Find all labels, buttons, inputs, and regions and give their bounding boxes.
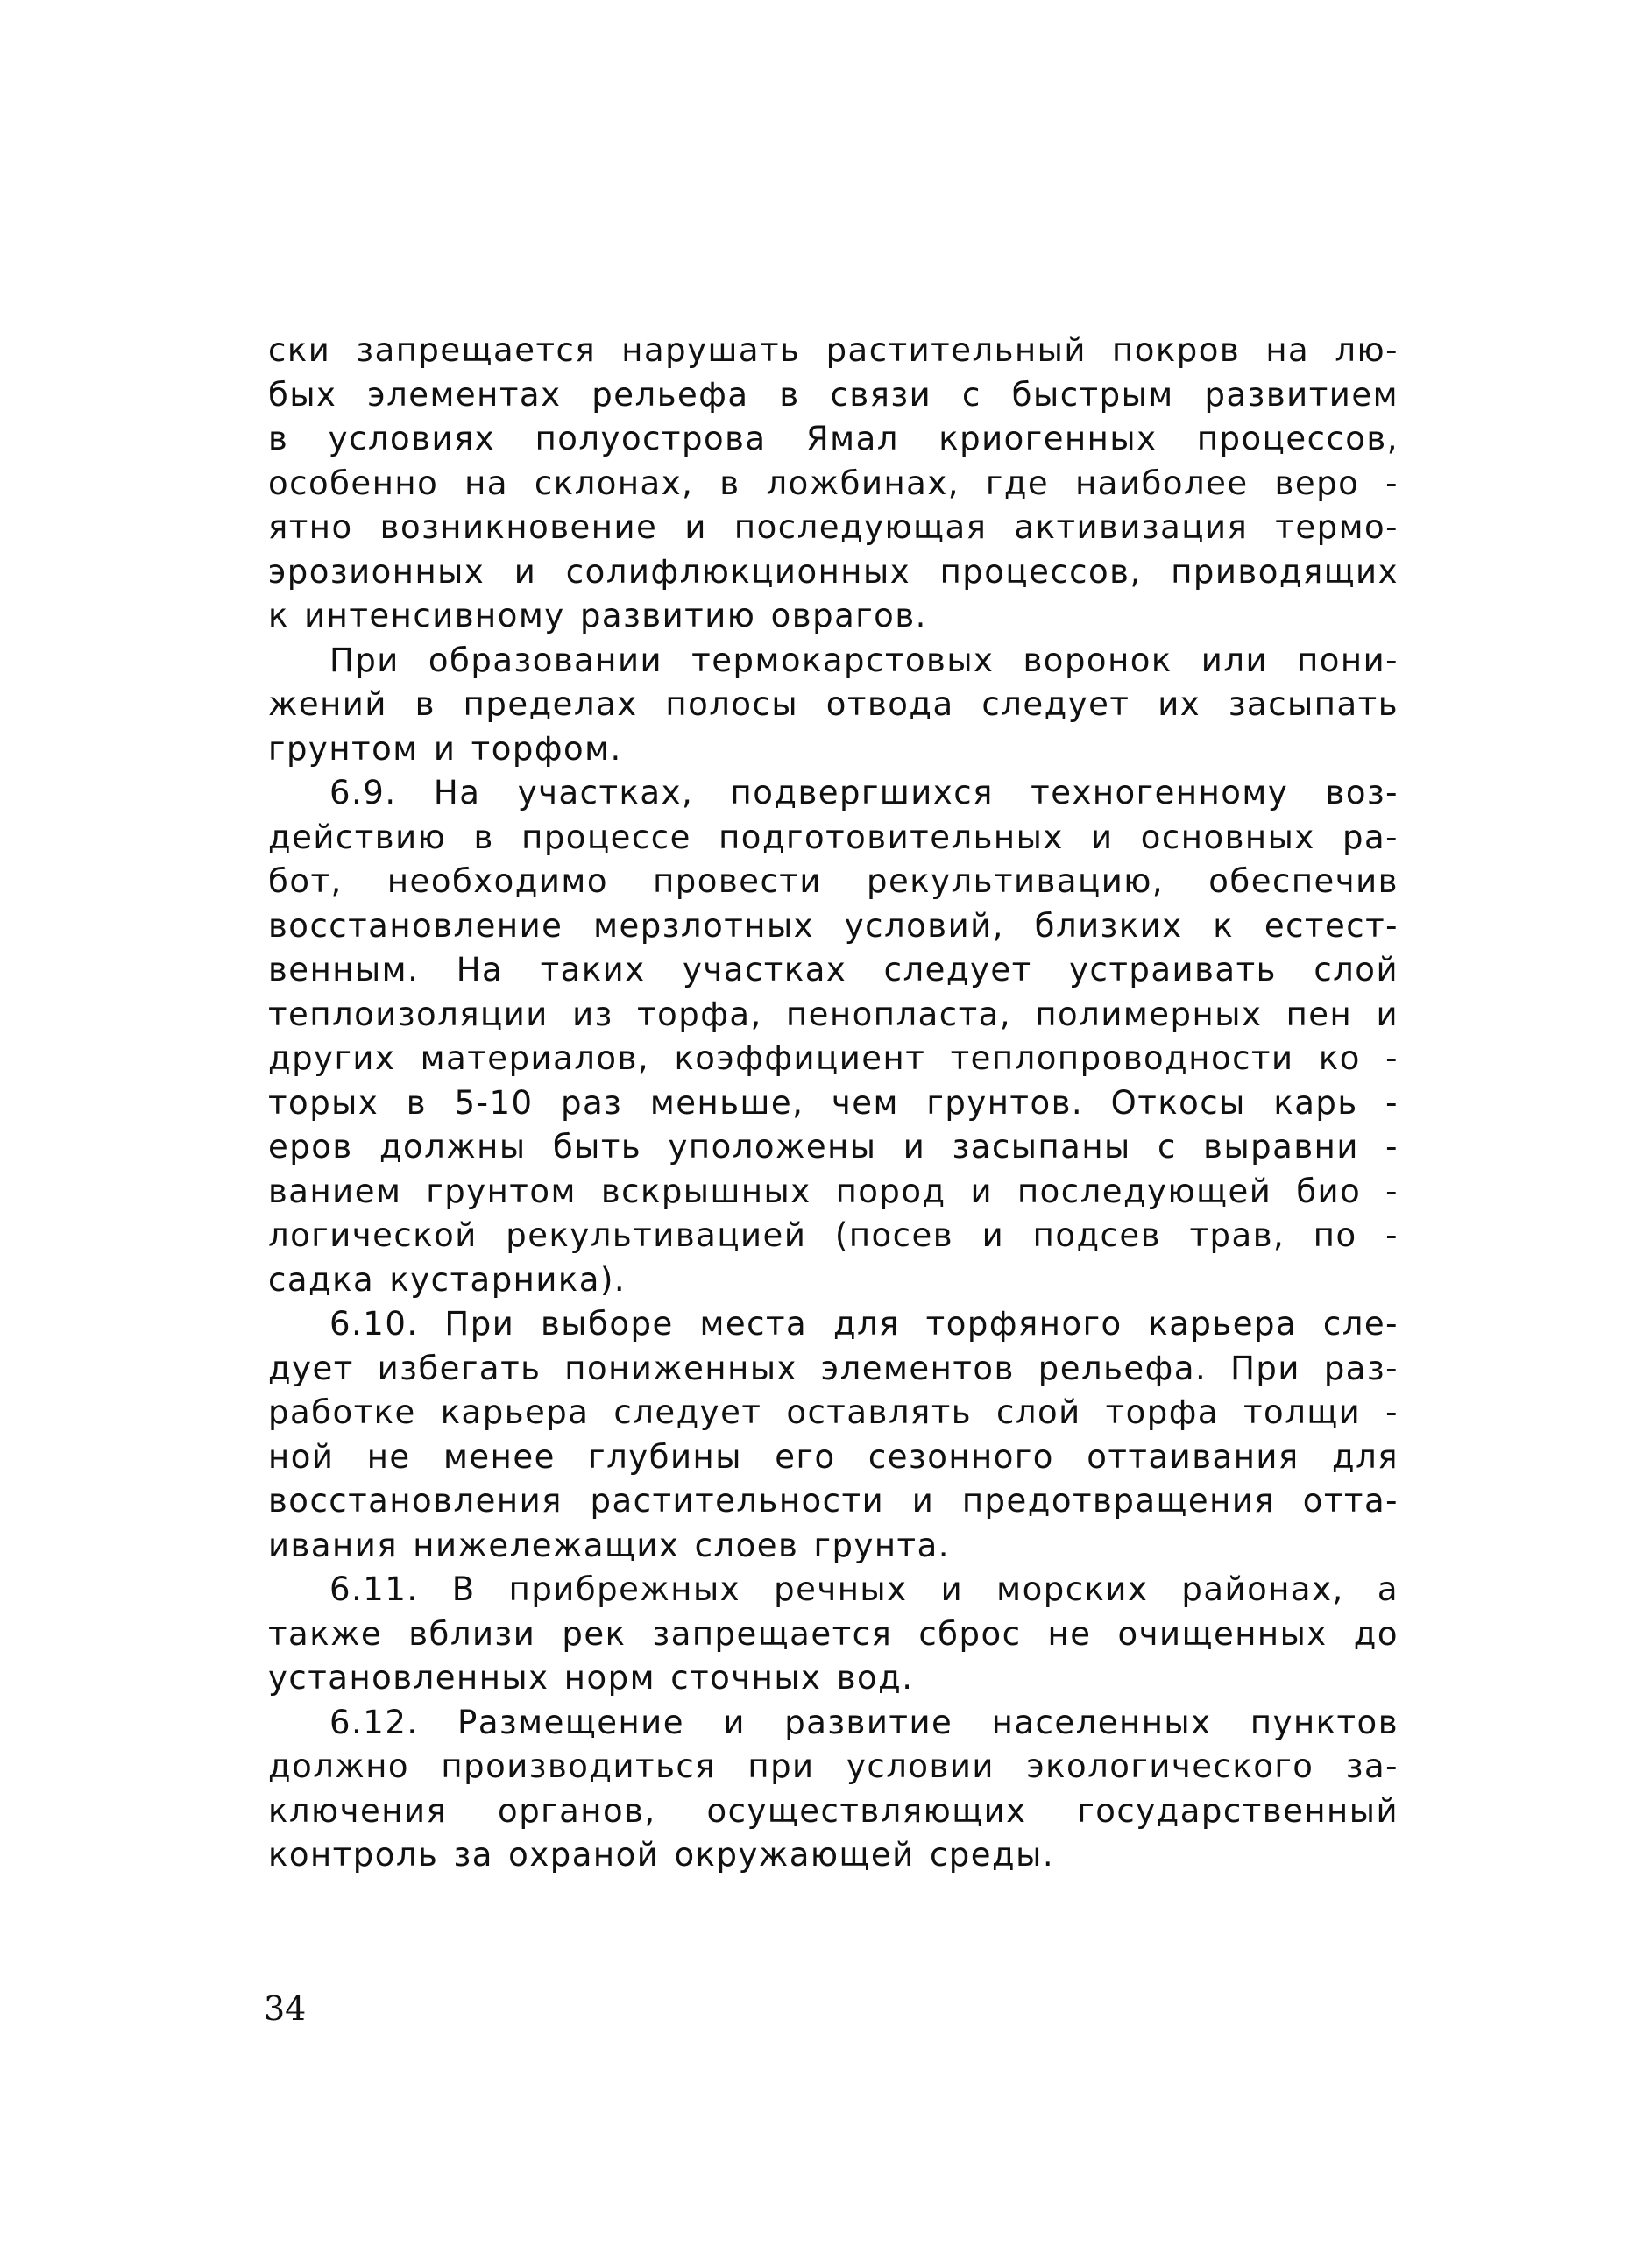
text-line: эрозионных и солифлюкционных процессов, приводящих xyxy=(268,552,1399,591)
paragraph xyxy=(268,1568,1399,1701)
paragraph xyxy=(268,1302,1399,1568)
text-line: ивания нижележащих слоев грунта. xyxy=(268,1526,951,1564)
text-line: также вблизи рек запрещается сброс не очищенных до xyxy=(268,1614,1399,1653)
text-line: работке карьера следует оставлять слой торфа толщи - xyxy=(268,1393,1399,1431)
text-line: венным. На таких участках следует устраивать слой xyxy=(268,951,1399,989)
text-line: к интенсивному развитию оврагов. xyxy=(268,597,927,634)
text-line: установленных норм сточных вод. xyxy=(268,1659,914,1697)
body-text xyxy=(268,329,1399,1878)
text-line: еров должны быть уположены и засыпаны с выравни - xyxy=(268,1128,1399,1166)
text-line: бот, необходимо провести рекультивацию, обеспечив xyxy=(268,862,1399,900)
paragraph xyxy=(268,771,1399,1302)
text-line: контроль за охраной окружающей среды. xyxy=(268,1836,1055,1874)
paragraph xyxy=(268,329,1399,639)
text-line: ятно возникновение и последующая активизация термо- xyxy=(268,508,1399,546)
paragraph xyxy=(268,639,1399,772)
paragraph xyxy=(268,1701,1399,1878)
text-line: садка кустарника). xyxy=(268,1260,627,1299)
text-line: 6.12. Размещение и развитие населенных пунктов xyxy=(329,1703,1399,1741)
text-line: должно производиться при условии экологического за- xyxy=(268,1747,1399,1785)
text-line: логической рекультивацией (посев и подсев трав, по - xyxy=(268,1216,1399,1254)
text-line: особенно на склонах, в ложбинах, где наиболее веро - xyxy=(268,464,1399,502)
text-line: жений в пределах полосы отвода следует их засыпать xyxy=(268,685,1399,723)
text-line: грунтом и торфом. xyxy=(268,729,622,768)
text-line: ски запрещается нарушать растительный покров на лю- xyxy=(268,331,1399,369)
text-line: восстановления растительности и предотвращения отта- xyxy=(268,1482,1399,1520)
text-line: торых в 5-10 раз меньше, чем грунтов. Откосы карь - xyxy=(268,1083,1399,1122)
text-line: При образовании термокарстовых воронок или пони- xyxy=(329,641,1399,679)
text-line: в условиях полуострова Ямал криогенных процессов, xyxy=(268,420,1399,457)
text-line: 6.9. На участках, подвергшихся техногенному воз- xyxy=(329,774,1399,812)
text-line: ключения органов, осуществляющих государственный xyxy=(268,1791,1399,1830)
page-number: 34 xyxy=(264,1989,307,2028)
text-line: ной не менее глубины его сезонного оттаивания для xyxy=(268,1437,1399,1476)
text-line: дует избегать пониженных элементов рельефа. При раз- xyxy=(268,1349,1399,1387)
text-line: бых элементах рельефа в связи с быстрым развитием xyxy=(268,375,1399,414)
text-line: теплоизоляции из торфа, пенопласта, полимерных пен и xyxy=(268,995,1399,1033)
text-line: действию в процессе подготовительных и основных ра- xyxy=(268,818,1399,856)
text-line: 6.11. В прибрежных речных и морских районах, а xyxy=(329,1570,1399,1608)
text-line: 6.10. При выборе места для торфяного карьера сле- xyxy=(329,1305,1399,1343)
text-line: других материалов, коэффициент теплопроводности ко - xyxy=(268,1039,1399,1077)
text-line: восстановление мерзлотных условий, близких к естест- xyxy=(268,906,1399,945)
text-line: ванием грунтом вскрышных пород и последующей био - xyxy=(268,1172,1399,1210)
